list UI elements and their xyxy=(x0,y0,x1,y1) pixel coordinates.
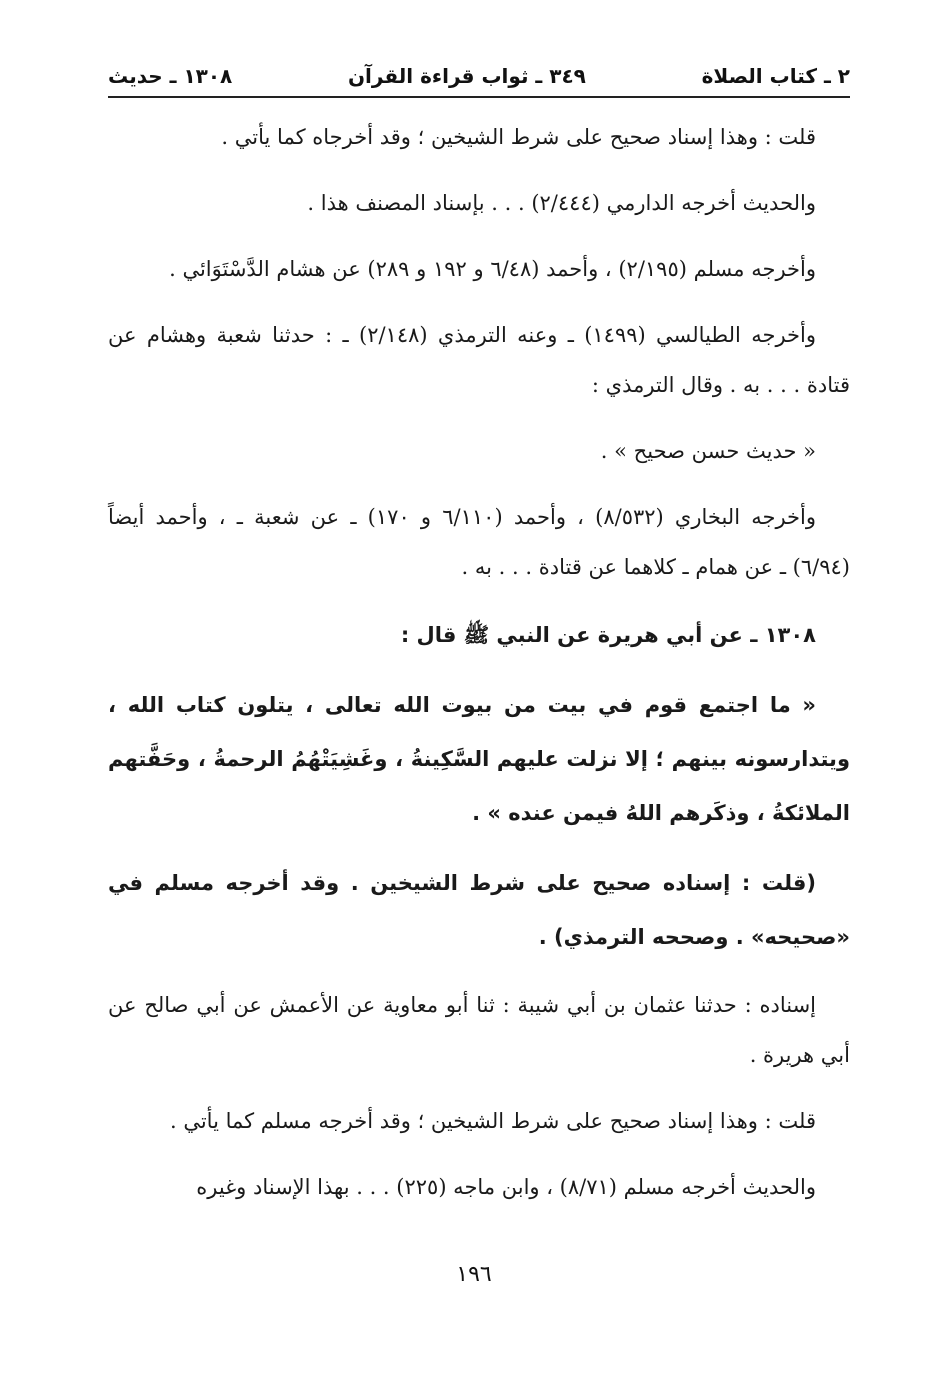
paragraph: وأخرجه مسلم (٢/١٩٥) ، وأحمد (٦/٤٨ و ١٩٢ و ٢٨٩) عن هشام الدَّسْتَوَائي . xyxy=(169,257,816,281)
header-chapter-title: ٣٤٩ ـ ثواب قراءة القرآن xyxy=(347,64,586,88)
page-number: ١٩٦ xyxy=(456,1262,492,1287)
paragraph: وأخرجه البخاري (٨/٥٣٢) ، وأحمد (٦/١١٠ و ١٧٠) ـ عن شعبة ـ ، وأحمد أيضاً (٦/٩٤) ـ عن همام ـ كلاهما عن قتادة . . . به . xyxy=(108,505,850,579)
running-header xyxy=(108,58,850,94)
paragraph: قلت : وهذا إسناد صحيح على شرط الشيخين ؛ وقد أخرجاه كما يأتي . xyxy=(221,125,816,149)
paragraph: قلت : وهذا إسناد صحيح على شرط الشيخين ؛ وقد أخرجه مسلم كما يأتي . xyxy=(169,1109,816,1133)
hadith-text: « ما اجتمع قوم في بيت من بيوت الله تعالى ، يتلون كتاب الله ، ويتدارسونه بينهم ؛ إلا نزلت عليهم السَّكِينةُ ، وغَشِيَتْهُمُ الرحمةُ ، وحَفَّتهم الملائكةُ ، وذكَرهم اللهُ فيمن عنده » . xyxy=(108,693,850,825)
paragraph: وأخرجه الطيالسي (١٤٩٩) ـ وعنه الترمذي (٢/١٤٨) ـ : حدثنا شعبة وهشام عن قتادة . . . به . وقال الترمذي : xyxy=(108,323,850,397)
header-divider xyxy=(108,96,850,98)
paragraph: « حديث حسن صحيح » . xyxy=(600,439,816,463)
body-text xyxy=(108,112,850,1228)
isnad-paragraph: إسناده : حدثنا عثمان بن أبي شيبة : ثنا أبو معاوية عن الأعمش عن أبي صالح عن أبي هريرة . xyxy=(108,993,850,1067)
grading-note: (قلت : إسناده صحيح على شرط الشيخين . وقد أخرجه مسلم في «صحيحه» . وصححه الترمذي) . xyxy=(108,871,850,949)
header-book-title: ٢ ـ كتاب الصلاة xyxy=(701,64,850,88)
header-hadith-number: ١٣٠٨ ـ حديث xyxy=(108,64,233,88)
paragraph: والحديث أخرجه الدارمي (٢/٤٤٤) . . . بإسناد المصنف هذا . xyxy=(307,191,816,215)
hadith-heading: ١٣٠٨ ـ عن أبي هريرة عن النبي ﷺ قال : xyxy=(400,623,816,647)
paragraph: والحديث أخرجه مسلم (٨/٧١) ، وابن ماجه (٢٢٥) . . . بهذا الإسناد وغيره xyxy=(196,1175,816,1199)
